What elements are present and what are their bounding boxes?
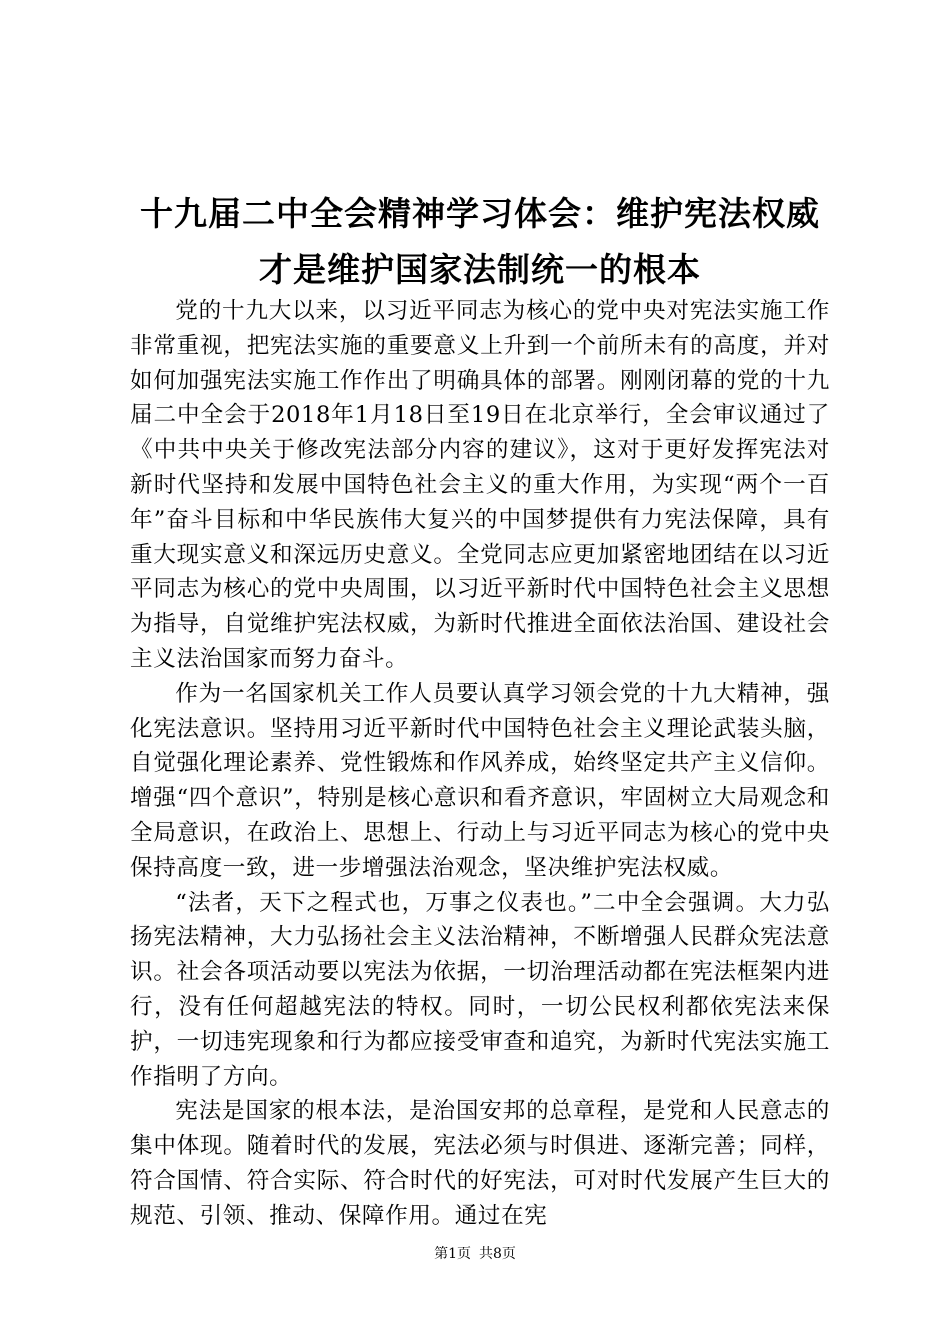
paragraph-4: 宪法是国家的根本法，是治国安邦的总章程，是党和人民意志的集中体现。随着时代的发展，宪法必须与时俱进、逐渐完善；同样，符合国情、符合实际、符合时代的好宪法，可对时代发展产生巨大的规范、引领、推动、保障作用。通过在宪 <box>130 1098 830 1229</box>
title-line-1: 十九届二中全会精神学习体会：维护宪法权威 <box>140 194 820 233</box>
title-line-2: 才是维护国家法制统一的根本 <box>259 250 701 289</box>
paragraph-1: 党的十九大以来，以习近平同志为核心的党中央对宪法实施工作非常重视，把宪法实施的重要意义上升到一个前所未有的高度，并对如何加强宪法实施工作作出了明确具体的部署。刚刚闭幕的党的十九届二中全会于2018年1月18日至19日在北京举行，全会审议通过了《中共中央关于修改宪法部分内容的建议》，这对于更好发挥宪法对新时代坚持和发展中国特色社会主义的重大作用，为实现“两个一百年”奋斗目标和中华民族伟大复兴的中国梦提供有力宪法保障，具有重大现实意义和深远历史意义。全党同志应更加紧密地团结在以习近平同志为核心的党中央周围，以习近平新时代中国特色社会主义思想为指导，自觉维护宪法权威，为新时代推进全面依法治国、建设社会主义法治国家而努力奋斗。 <box>130 298 830 672</box>
document-title <box>100 186 860 298</box>
paragraph-2: 作为一名国家机关工作人员要认真学习领会党的十九大精神，强化宪法意识。坚持用习近平新时代中国特色社会主义理论武装头脑，自觉强化理论素养、党性锻炼和作风养成，始终坚定共产主义信仰。增强“四个意识”，特别是核心意识和看齐意识，牢固树立大局观念和全局意识，在政治上、思想上、行动上与习近平同志为核心的党中央保持高度一致，进一步增强法治观念，坚决维护宪法权威。 <box>130 680 830 881</box>
paragraph-3: “法者，天下之程式也，万事之仪表也。”二中全会强调。大力弘扬宪法精神，大力弘扬社会主义法治精神，不断增强人民群众宪法意识。社会各项活动要以宪法为依据，一切治理活动都在宪法框架内进行，没有任何超越宪法的特权。同时，一切公民权利都依宪法来保护，一切违宪现象和行为都应接受审查和追究，为新时代宪法实施工作指明了方向。 <box>130 889 830 1090</box>
page-number: 第1页 <box>434 1246 471 1262</box>
document-body <box>130 294 830 1234</box>
page-footer <box>0 1244 950 1264</box>
page-total: 共8页 <box>479 1246 516 1262</box>
